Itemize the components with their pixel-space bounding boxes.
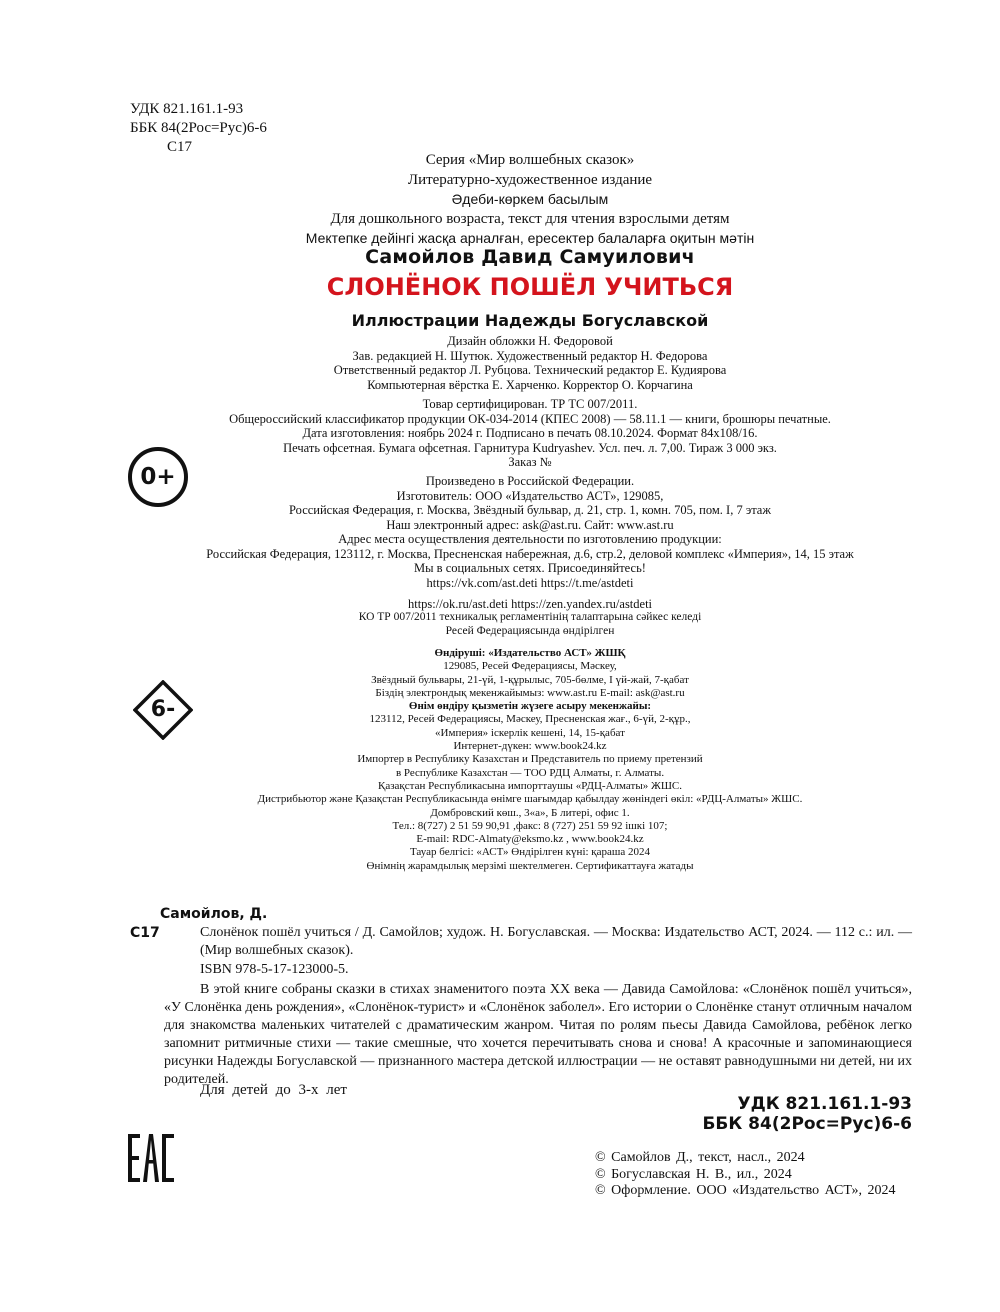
kz-line: Звёздный бульвары, 21-үй, 1-құрылыс, 705-бөлме, I үй-жай, 7-қабат <box>371 673 689 686</box>
kz-line: Тел.: 8(727) 2 51 59 90,91 ,факс: 8 (727) 251 59 92 ішкі 107; <box>392 819 668 832</box>
age-rating-6-badge <box>133 680 193 740</box>
credit-line: Компьютерная вёрстка Е. Харченко. Корректор О. Корчагина <box>367 377 693 392</box>
age-note: Для детей до 3-х лет <box>200 1082 347 1098</box>
production-line: Адрес места осуществления деятельности по изготовлению продукции: <box>338 532 722 546</box>
bib-description: Слонёнок пошёл учиться / Д. Самойлов; худож. Н. Богуславская. — Москва: Издательство АСТ, 2024. — 112 с.: ил. — (Мир волшебных сказок). <box>200 925 912 958</box>
kz-line: E-mail: RDC-Almaty@eksmo.kz , www.book24.kz <box>416 833 644 846</box>
book-title: СЛОНЁНОК ПОШЁЛ УЧИТЬСЯ <box>326 273 734 301</box>
kz-importer-info <box>200 647 860 873</box>
kz-line: Өнім өндіру қызметін жүзеге асыру мекенжайы: <box>408 700 652 713</box>
kz-reg-line: Ресей Федерациясында өндірілген <box>445 624 615 637</box>
kz-line: Өндіруші: «Издательство АСТ» ЖШҚ <box>434 647 626 659</box>
product-line: Печать офсетная. Бумага офсетная. Гарнитура Kudryashev. Усл. печ. л. 7,00. Тираж 3 000 экз. <box>283 440 777 455</box>
product-info <box>200 397 860 470</box>
eac-mark-icon <box>128 1134 174 1182</box>
kz-line: Импортер в Республику Казахстан и Представитель по приему претензий <box>357 753 703 766</box>
kz-reg-line: КО ТР 007/2011 техникалық регламентінің талаптарына сәйкес келеді <box>358 611 702 623</box>
kz-regulation <box>200 611 860 638</box>
eac-logo-icon <box>128 1134 174 1182</box>
audience: Для дошкольного возраста, текст для чтения взрослыми детям <box>330 210 730 227</box>
copyright-line: © Богуславская Н. В., ил., 2024 <box>595 1166 792 1182</box>
kz-line: 123112, Ресей Федерациясы, Мәскеу, Пресненская жағ., 6-үй, 2-құр., <box>369 713 691 726</box>
credit-line: Ответственный редактор Л. Рубцова. Технический редактор Е. Кудиярова <box>333 363 727 377</box>
bbk-code-bottom: ББК 84(2Рос=Рус)6-6 <box>702 1114 912 1134</box>
kz-line: Қазақстан Республикасына импорттаушы «РДЦ-Алматы» ЖШС. <box>377 779 682 792</box>
age-rating-6-label: 6- <box>150 697 176 722</box>
edition-type-kz: Әдеби-көркем басылым <box>451 191 609 207</box>
author-name: Самойлов Давид Самуилович <box>365 246 695 268</box>
kz-line: в Республике Казахстан — ТОО РДЦ Алматы, г. Алматы. <box>395 766 665 779</box>
social-links-1: https://vk.com/ast.deti https://t.me/astdeti <box>426 575 634 590</box>
social-links-2: https://ok.ru/ast.deti https://zen.yandex.ru/astdeti <box>407 597 653 611</box>
bib-author: Самойлов, Д. <box>160 906 268 922</box>
production-info <box>200 474 860 612</box>
kz-line: Өнімнің жарамдылық мерзімі шектелмеген. Сертификаттауға жатады <box>366 859 694 872</box>
kz-line: «Империя» іскерлік кешені, 14, 15-қабат <box>435 726 625 739</box>
kz-line: Домбровский көш., 3«а», Б литері, офис 1. <box>430 806 630 819</box>
production-line: Изготовитель: ООО «Издательство АСТ», 129085, <box>396 488 664 503</box>
bib-author-sign: С17 <box>130 925 160 941</box>
product-line: Дата изготовления: ноябрь 2024 г. Подписано в печать 08.10.2024. Формат 84х108/16. <box>302 426 758 440</box>
production-line: Российская Федерация, г. Москва, Звёздный бульвар, д. 21, стр. 1, комн. 705, пом. I, 7 этаж <box>289 503 771 517</box>
copyright-line: © Оформление. ООО «Издательство АСТ», 2024 <box>595 1183 896 1198</box>
annotation: В этой книге собраны сказки в стихах знаменитого поэта XX века — Давида Самойлова: «Слонёнок пошёл учиться», «У Слонёнка день рождения», «Слонёнок-турист» и «Слонёнок заболел». Его истории о Слонёнке станут отличным началом для знакомства маленьких читателей с драматическим жанром. Читая по ролям пьесы Давида Самойлова, ребёнок легко запомнит ритмичные стихи — такие смешные, что хочется перечитывать снова и снова! А красочные и запоминающиеся рисунки Надежды Богуславской — признанного мастера детской иллюстрации — не оставят равнодушными ни детей, ни их родителей. <box>164 982 912 1087</box>
udk-code: УДК 821.161.1-93 <box>130 101 244 117</box>
kz-line: 129085, Ресей Федерациясы, Мәскеу, <box>443 660 617 673</box>
product-line: Товар сертифицирован. ТР ТС 007/2011. <box>422 397 638 411</box>
udk-code-bottom: УДК 821.161.1-93 <box>737 1094 912 1114</box>
author-sign-code: С17 <box>167 139 193 155</box>
illustrator-credit: Иллюстрации Надежды Богуславской <box>351 311 709 330</box>
product-line: Общероссийский классификатор продукции ОК-034-2014 (КПЕС 2008) — 58.11.1 — книги, брошюры печатные. <box>229 411 831 426</box>
credit-line: Дизайн обложки Н. Федоровой <box>447 334 613 348</box>
kz-line: Интернет-дүкен: www.book24.kz <box>453 740 607 753</box>
order-number: Заказ № <box>508 455 552 469</box>
kz-line: Тауар белгісі: «АСТ» Өндірілген күні: қараша 2024 <box>409 846 651 859</box>
kz-line: Дистрибьютор және Қазақстан Республикасында өнімге шағымдар қабылдау жөніндегі өкіл: «РДЦ-Алматы» ЖШС. <box>257 793 803 806</box>
production-line: Российская Федерация, 123112, г. Москва, Пресненская набережная, д.6, стр.2, деловой комплекс «Империя», 14, 15 этаж <box>206 546 854 561</box>
copyrights <box>595 1150 896 1200</box>
editorial-credits <box>200 334 860 392</box>
audience-kz: Мектепке дейінгі жасқа арналған, ересектер балаларға оқитын мәтін <box>305 230 755 246</box>
production-line: Мы в социальных сетях. Присоединяйтесь! <box>414 561 646 575</box>
credit-line: Зав. редакцией Н. Шутюк. Художественный редактор Н. Федорова <box>352 348 708 363</box>
udk-top-block <box>130 100 267 157</box>
production-line: Наш электронный адрес: ask@ast.ru. Сайт: www.ast.ru <box>386 517 674 532</box>
production-line: Произведено в Российской Федерации. <box>425 474 635 488</box>
kz-line: Біздің электрондық мекенжайымыз: www.ast.ru E-mail: ask@ast.ru <box>375 686 685 699</box>
age-rating-0-badge: 0+ <box>128 447 188 507</box>
edition-type: Литературно-художественное издание <box>407 171 653 188</box>
isbn: ISBN 978-5-17-123000-5. <box>200 962 349 977</box>
udk-bottom-block <box>702 1094 912 1134</box>
series-name: Серия «Мир волшебных сказок» <box>425 152 635 168</box>
series-block <box>200 151 860 249</box>
copyright-line: © Самойлов Д., текст, насл., 2024 <box>595 1150 805 1165</box>
bbk-code: ББК 84(2Рос=Рус)6-6 <box>130 120 267 136</box>
